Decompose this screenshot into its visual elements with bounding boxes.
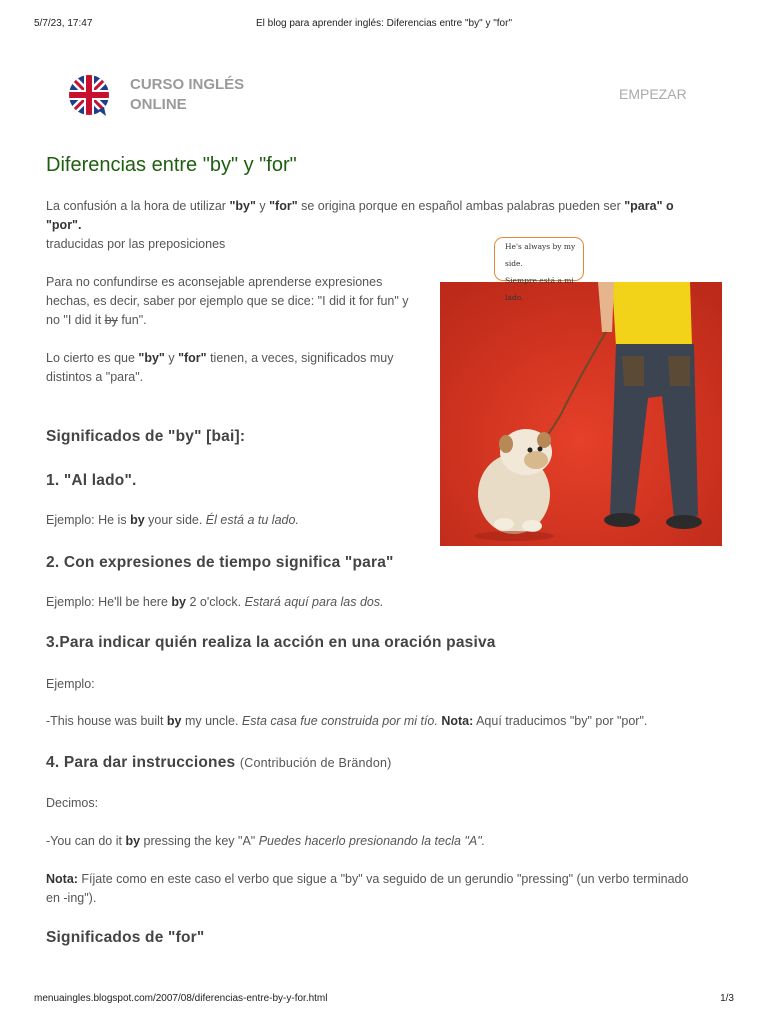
bold-by: by [171,595,186,609]
text-span: tienen, a veces, significados muy [206,351,394,365]
print-footer [34,993,734,1007]
text-span: y [164,351,179,365]
text-span: Lo cierto es que [46,351,139,365]
start-link[interactable]: EMPEZAR [619,86,687,102]
section-heading-by: Significados de "by" [bai]: [46,428,246,445]
text-span: -This house was built [46,714,167,728]
print-page-number: 1/3 [720,993,734,1004]
print-datetime: 5/7/23, 17:47 [34,18,93,29]
site-brand[interactable] [130,75,290,115]
print-header [34,18,734,32]
example-pasiva [46,712,647,731]
italic-translation: Puedes hacerlo presionando la tecla "A". [258,834,486,848]
bold-para: "para" o [624,199,674,213]
text-span: 3 [46,634,55,651]
bold-by: by [125,834,141,848]
text-span: fun". [117,313,147,327]
text-span: Fíjate como en este caso el verbo que sigue a "by" va seguido de un gerundio "pressing" (un verbo terminado [77,872,689,886]
example-label-pasiva: Ejemplo: [46,677,95,691]
subheading-al-lado: 1. "Al lado". [46,472,137,489]
contribution-credit: (Contribución de Brändon) [239,756,392,770]
text-span: -You can do it [46,834,126,848]
intro-paragraph-3 [46,349,436,387]
post-title: Diferencias entre "by" y "for" [46,154,297,176]
text-span: en -ing"). [46,891,97,905]
subheading-pasiva [46,634,496,652]
intro-paragraph-2 [46,273,436,330]
bubble-line-1: He's always by my side. [505,242,576,268]
text-span: Aquí traducimos "by" por "por". [473,714,648,728]
text-span: 4. Para dar instrucciones [46,754,240,771]
bold-for: "for" [269,199,298,213]
italic-translation: Esta casa fue construida por mi tío. [241,714,438,728]
text-span: Ejemplo: He is [46,513,131,527]
bold-by: "by" [229,199,256,213]
example-tiempo [46,593,384,612]
bold-nota: Nota: [441,714,474,728]
italic-translation: Él está a tu lado. [205,513,299,527]
text-span: distintos a "para". [46,370,144,384]
text-span: Ejemplo: He'll be here [46,595,172,609]
bold-by: by [166,714,182,728]
text-span: hechas, es decir, saber por ejemplo que se dice: "I did it for fun" y [46,294,409,308]
subheading-tiempo: 2. Con expresiones de tiempo significa "para" [46,554,394,571]
text-span: my uncle. [181,714,242,728]
brand-line-1: CURSO INGLÉS [130,76,245,93]
print-page-title: El blog para aprender inglés: Diferencias entre "by" y "for" [256,18,512,29]
bold-nota: Nota: [46,872,78,886]
note-gerundio [46,870,736,908]
decimos-text: Decimos: [46,796,99,810]
example-al-lado [46,511,299,530]
subheading-instrucciones [46,754,392,772]
strikethrough-by: by [104,313,118,327]
bold-by: by [130,513,145,527]
text-span: traducidas por las preposiciones [46,237,226,251]
speech-bubble [494,237,584,302]
section-heading-for: Significados de "for" [46,929,205,946]
italic-translation: Estará aquí para las dos. [244,595,384,609]
text-span: no "I did it [46,313,105,327]
brand-line-2: ONLINE [130,96,187,113]
text-span: se origina porque en español ambas palabras pueden ser [297,199,625,213]
bold-for: "for" [178,351,207,365]
example-instrucciones [46,832,485,851]
bold-by: "by" [138,351,165,365]
text-span: your side. [144,513,206,527]
text-span: .Para indicar quién realiza la acción en una oración pasiva [54,634,496,651]
text-span: y [255,199,270,213]
text-span: Para no confundirse es aconsejable aprenderse expresiones [46,275,383,289]
bubble-line-2: Siempre está a mi lado. [505,276,574,302]
text-span: La confusión a la hora de utilizar [46,199,230,213]
text-span: pressing the key "A" [140,834,259,848]
uk-flag-logo-icon[interactable] [68,74,110,116]
bold-por: "por". [46,218,82,232]
text-span: 2 o'clock. [185,595,245,609]
print-url: menuaingles.blogspot.com/2007/08/diferencias-entre-by-y-for.html [34,993,328,1004]
